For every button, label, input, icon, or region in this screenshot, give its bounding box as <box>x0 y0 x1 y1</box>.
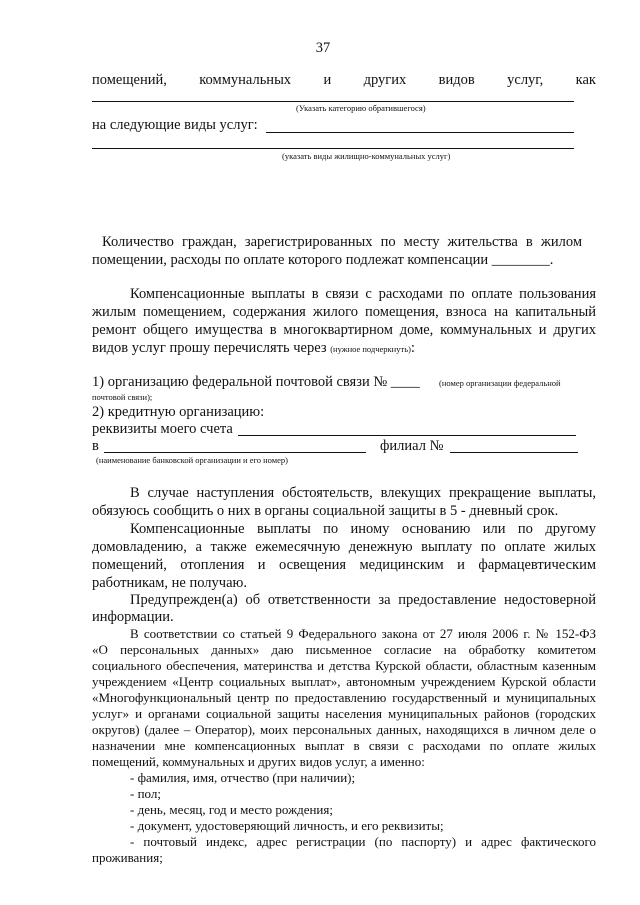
bank-line[interactable] <box>104 452 366 453</box>
obligation-3b: информации. <box>92 609 174 625</box>
header-word: других <box>363 72 407 88</box>
obligation-1b: обязуюсь сообщить о них в органы социальной защиты в 5 - дневный срок. <box>92 503 559 519</box>
branch-line[interactable] <box>450 452 578 453</box>
obligation-1a: В случае наступления обстоятельств, влекущих прекращение выплаты, <box>130 485 596 501</box>
consent-item: - фамилия, имя, отчество (при наличии); <box>130 770 356 785</box>
consent-item: - документ, удостоверяющий личность, и его реквизиты; <box>130 818 444 833</box>
payments-colon: : <box>410 340 415 356</box>
bank-prefix: в <box>92 438 99 454</box>
header-word: коммунальных <box>199 72 292 88</box>
payments-line-4-text: видов услуг прошу перечислять через <box>92 340 327 356</box>
payments-note: (нужное подчеркнуть) <box>330 344 411 354</box>
citizens-line-2: помещении, расходы по оплате которого подлежат компенсации ________. <box>92 252 554 268</box>
branch-label: филиал № <box>380 438 444 454</box>
services-label: на следующие виды услуг: <box>92 117 258 133</box>
obligation-3a: Предупрежден(а) об ответственности за предоставление недостоверной <box>130 592 596 608</box>
consent-item: проживания; <box>92 850 163 865</box>
option-bank: 2) кредитную организацию: <box>92 404 265 420</box>
obligation-2a: Компенсационные выплаты по иному основанию или по другому <box>130 521 596 537</box>
page-number: 37 <box>315 40 331 56</box>
option-post-note-a: (номер организации федеральной <box>439 378 561 388</box>
consent-line-4: учреждением «Центр социальных выплат», автономным учреждением Курской области <box>92 674 596 689</box>
payments-line-4 <box>92 340 415 358</box>
obligation-2c: помещений, отопления и освещения медицинским и фармацевтическим <box>92 557 596 573</box>
consent-item: - пол; <box>130 786 161 801</box>
category-line[interactable] <box>92 101 574 102</box>
consent-item: - почтовый индекс, адрес регистрации (по паспорту) и адрес фактического <box>130 834 596 849</box>
consent-line-9: помещений, коммунальных и других видов услуг, а именно: <box>92 754 425 769</box>
consent-item: - день, месяц, год и место рождения; <box>130 802 333 817</box>
services-line-1[interactable] <box>266 132 574 133</box>
consent-line-7: округов) (далее – Оператор), моих персональных данных, находящихся в личном деле о <box>92 722 596 737</box>
payments-line-3: ремонт общего имущества в многоквартирном доме, коммунальных и других <box>92 322 596 338</box>
consent-line-8: назначении мне компенсационных выплат в связи с расходами по оплате жилых <box>92 738 596 753</box>
header-word: и <box>323 72 332 88</box>
option-post-note-b: почтовой связи); <box>92 392 153 402</box>
services-line-2[interactable] <box>92 148 574 149</box>
payments-line-1: Компенсационные выплаты в связи с расходами по оплате пользования <box>130 286 596 302</box>
header-line-1 <box>92 72 596 89</box>
consent-line-6: услуг» и органами социальной защиты населения муниципальных районов (городских <box>92 706 596 721</box>
citizens-line-1: Количество граждан, зарегистрированных по месту жительства в жилом <box>102 234 582 250</box>
category-hint: (Указать категорию обратившегося) <box>296 103 426 113</box>
consent-line-1: В соответствии со статьей 9 Федерального закона от 27 июля 2006 г. № 152-ФЗ <box>130 626 596 641</box>
obligation-2b: домовладению, а также ежемесячную денежную выплату по оплате жилых <box>92 539 596 555</box>
header-word: видов <box>438 72 475 88</box>
header-word: помещений, <box>92 72 167 88</box>
account-label: реквизиты моего счета <box>92 421 233 437</box>
header-word: как <box>575 72 596 88</box>
consent-line-5: «Многофункциональный центр по предоставлению государственный и муниципальных <box>92 690 596 705</box>
obligation-2d: работникам, не получаю. <box>92 575 247 591</box>
consent-line-3: социального обеспечения, материнства и детства Курской области, областным казенным <box>92 658 596 673</box>
header-word: услуг, <box>507 72 544 88</box>
payments-line-2: жилым помещением, содержания жилого помещения, взноса на капитальный <box>92 304 596 320</box>
option-post: 1) организацию федеральной почтовой связи № ____ <box>92 374 420 390</box>
services-hint: (указать виды жилищно-коммунальных услуг) <box>282 151 451 161</box>
bank-hint: (наименование банковской организации и его номер) <box>96 455 288 465</box>
consent-line-2: «О персональных данных» даю письменное согласие на обработку комитетом <box>92 642 596 657</box>
account-line[interactable] <box>238 435 576 436</box>
